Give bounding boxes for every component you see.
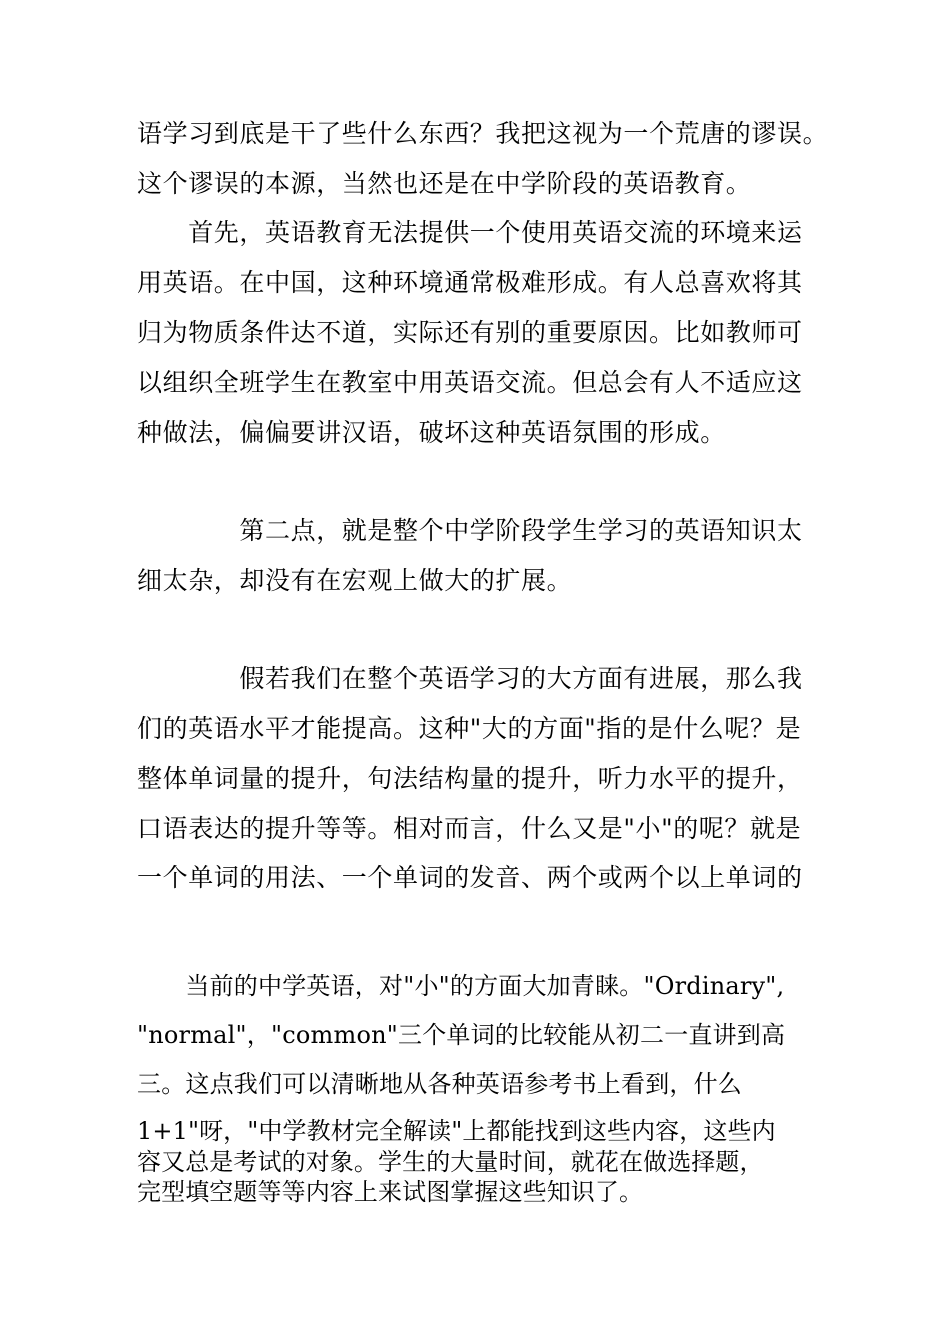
text-line: 三。这点我们可以清晰地从各种英语参考书上看到，什么 bbox=[137, 1070, 742, 1098]
text-line: 整体单词量的提升，句法结构量的提升，听力水平的提升， bbox=[137, 764, 803, 793]
text-line: 归为物质条件达不道，实际还有别的重要原因。比如教师可 bbox=[137, 318, 803, 347]
text-line: 第二点，就是整个中学阶段学生学习的英语知识太 bbox=[137, 516, 803, 545]
text-line: "normal"，"common"三个单词的比较能从初二一直讲到高 bbox=[137, 1021, 786, 1049]
text-line: 细太杂，却没有在宏观上做大的扩展。 bbox=[137, 566, 573, 595]
text-line: 容又总是考试的对象。学生的大量时间，就花在做选择题， bbox=[137, 1148, 764, 1176]
text-line: 1+1"呀，"中学教材完全解读"上都能找到这些内容，这些内 bbox=[137, 1117, 776, 1145]
text-line: 以组织全班学生在教室中用英语交流。但总会有人不适应这 bbox=[137, 368, 803, 397]
text-line: 这个谬误的本源，当然也还是在中学阶段的英语教育。 bbox=[137, 169, 752, 198]
text-line: 当前的中学英语，对"小"的方面大加青睐。"Ordinary", bbox=[137, 972, 785, 1000]
text-line: 口语表达的提升等等。相对而言，什么又是"小"的呢？就是 bbox=[137, 814, 802, 843]
text-line: 完型填空题等等内容上来试图掌握这些知识了。 bbox=[137, 1178, 644, 1206]
text-line: 们的英语水平才能提高。这种"大的方面"指的是什么呢？是 bbox=[137, 714, 802, 743]
text-line: 种做法，偏偏要讲汉语，破坏这种英语氛围的形成。 bbox=[137, 418, 726, 447]
text-line: 假若我们在整个英语学习的大方面有进展，那么我 bbox=[137, 664, 803, 693]
text-line: 一个单词的用法、一个单词的发音、两个或两个以上单词的 bbox=[137, 863, 803, 892]
text-line: 用英语。在中国，这种环境通常极难形成。有人总喜欢将其 bbox=[137, 268, 803, 297]
text-line: 首先，英语教育无法提供一个使用英语交流的环境来运 bbox=[137, 218, 803, 247]
text-line: 语学习到底是干了些什么东西？我把这视为一个荒唐的谬误。 bbox=[137, 119, 829, 148]
